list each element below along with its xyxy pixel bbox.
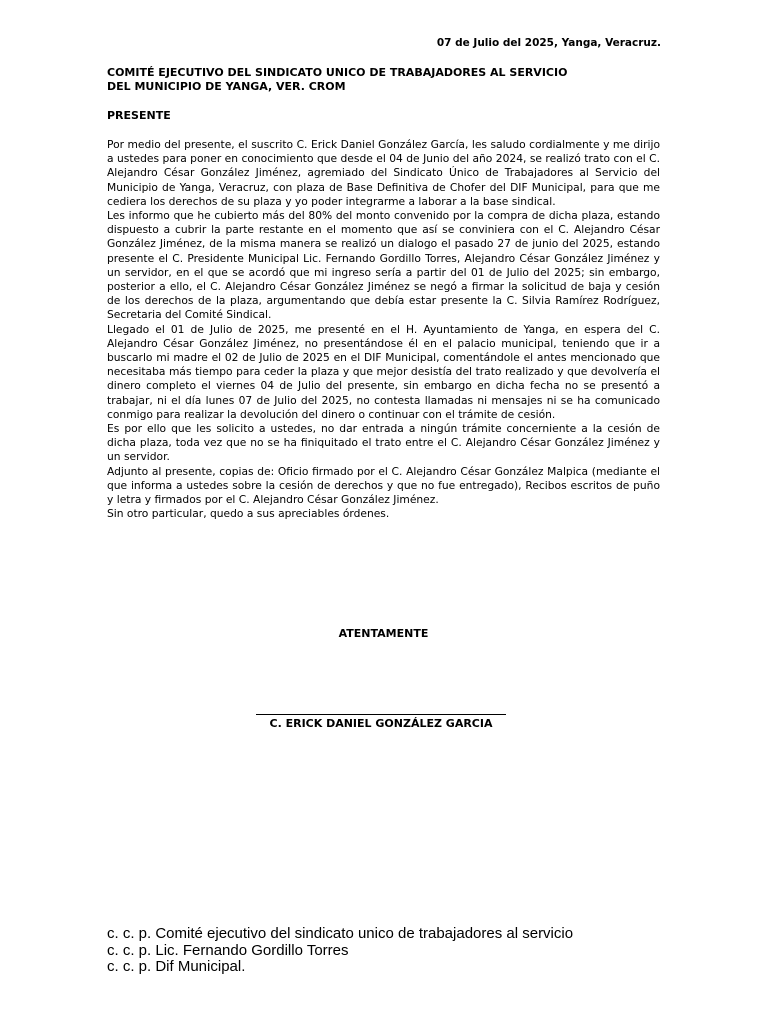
cc-item: c. c. p. Dif Municipal.: [107, 958, 246, 975]
signature-name: C. ERICK DANIEL GONZÁLEZ GARCIA: [269, 717, 493, 730]
letter-body: [107, 138, 660, 521]
closing-atentamente: ATENTAMENTE: [338, 627, 429, 640]
signature-line: [256, 714, 506, 715]
paragraph-closing: Sin otro particular, quedo a sus apreciables órdenes.: [107, 507, 390, 521]
cc-list: [107, 926, 573, 976]
addressee-line-1: COMITÉ EJECUTIVO DEL SINDICATO UNICO DE TRABAJADORES AL SERVICIO: [107, 66, 568, 79]
addressee-block: [107, 66, 667, 94]
paragraph-intro: Por medio del presente, el suscrito C. Erick Daniel González García, les saludo cordialmente y me dirijo a ustedes para poner en conocimiento que desde el 04 de Junio del año 2024, se realizó trato con el C. Alejandro César González Jiménez, agremiado del Sindicato Único de Trabajadores al Servicio del Municipio de Yanga, Veracruz, con plaza de Base Definitiva de Chofer del DIF Municipal, para que me cediera los derechos de su plaza y yo poder integrarme a laborar a la base sindical.: [107, 138, 660, 208]
date-place: 07 de Julio del 2025, Yanga, Veracruz.: [436, 37, 661, 49]
paragraph-request: Es por ello que les solicito a ustedes, no dar entrada a ningún trámite concerniente a la cesión de dicha plaza, toda vez que no se ha finiquitado el trato entre el C. Alejandro César González Jiménez y un servidor.: [107, 422, 660, 464]
paragraph-attachments: Adjunto al presente, copias de: Oficio firmado por el C. Alejandro César González Malpica (mediante el que informa a ustedes sobre la cesión de derechos y que no fue entregado), Recibos escritos de puño y letra y firmados por el C. Alejandro César González Jiménez.: [107, 464, 660, 507]
cc-item: c. c. p. Lic. Fernando Gordillo Torres: [107, 941, 349, 959]
paragraph-events: Llegado el 01 de Julio de 2025, me presenté en el H. Ayuntamiento de Yanga, en espera del C. Alejandro César González Jiménez, no presentándose él en el palacio municipal, teniendo que ir a buscarlo mi madre el 02 de Julio de 2025 en el DIF Municipal, comentándole el antes mencionado que necesitaba más tiempo para ceder la plaza y que mejor desistía del trato realizado y que devolvería el dinero completo el viernes 04 de Julio del presente, sin embargo en dicha fecha no se presentó a trabajar, ni el día lunes 07 de Julio del 2025, no contesta llamadas ni mensajes ni se ha comunicado conmigo para realizar la devolución del dinero o continuar con el trámite de cesión.: [107, 322, 660, 421]
addressee-line-2: DEL MUNICIPIO DE YANGA, VER. CROM: [107, 80, 346, 93]
cc-item: c. c. p. Comité ejecutivo del sindicato unico de trabajadores al servicio: [107, 925, 574, 942]
salutation: PRESENTE: [107, 109, 171, 122]
paragraph-payment: Les informo que he cubierto más del 80% del monto convenido por la compra de dicha plaza, estando dispuesto a cubrir la parte restante en el momento que así se conviniera con el C. Alejandro César González Jiménez, de la misma manera se realizó un dialogo el pasado 27 de junio del 2025, estando presente el C. Presidente Municipal Lic. Fernando Gordillo Torres, Alejandro César González Jiménez y un servidor, en el que se acordó que mi ingreso sería a partir del 01 de Julio del 2025; sin embargo, posterior a ello, el C. Alejandro César González Jiménez se negó a firmar la solicitud de baja y cesión de los derechos de la plaza, argumentando que debía estar presente la C. Silvia Ramírez Rodríguez, Secretaria del Comité Sindical.: [107, 209, 660, 322]
